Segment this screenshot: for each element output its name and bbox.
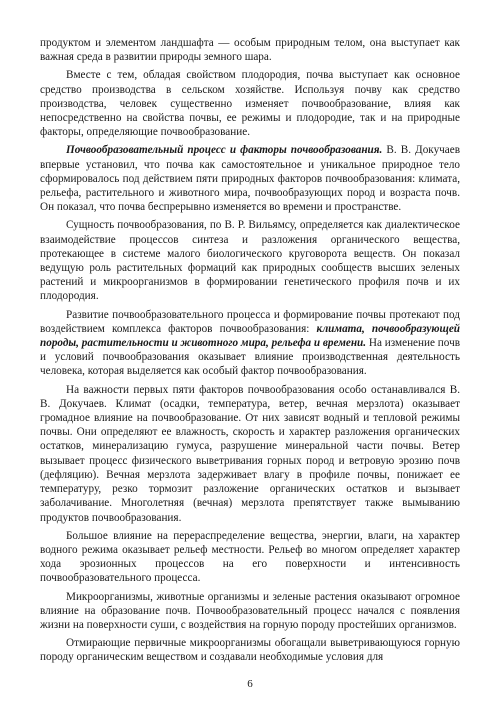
paragraph-text: продуктом и элементом ландшафта — особым природным телом, она выступает как важная среда в развитии природы земного шара.: [40, 37, 460, 64]
page-number: 6: [247, 678, 253, 690]
paragraph: [40, 383, 460, 525]
paragraph: [40, 529, 460, 586]
paragraph: [40, 143, 460, 214]
paragraph-text: На важности первых пяти факторов почвообразования особо останавливался В. В. Докучаев. Климат (осадки, температура, ветер, вечная мерзлота) оказывает громадное влияние на почвообразование. От них зависят водный и тепловой режимы почвы. Они определяют ее влажность, скорость и характер разложения органических остатков, минерализацию гумуса, разрушение минеральной части почвы. Ветер вызывает процесс физического выветривания горных пород и ветровую эрозию почв (дефляцию). Вечная мерзлота задерживает влагу в профиле почвы, понижает ее температуру, резко тормозит разложение органических остатков и вызывает заболачивание. Многолетняя (вечная) мерзлота препятствует также вымыванию продуктов почвообразования.: [40, 383, 460, 524]
paragraph-text: На изменение почв и условий почвообразования оказывает влияние производственная деятельность человека, которая выделяется как особый фактор почвообразования.: [40, 337, 460, 378]
emphasis-text: Почвообразовательный процесс и факторы почвообразования.: [66, 144, 383, 157]
paragraph: [40, 308, 460, 379]
paragraph: [40, 68, 460, 139]
paragraph-text: Сущность почвообразования, по В. Р. Вильямсу, определяется как диалектическое взаимодействие процессов синтеза и разложения органического вещества, протекающее в системе малого биологического круговорота веществ. Он показал ведущую роль растительных формаций как природных сообществ высших зеленых растений и микроорганизмов в формировании генетического профиля почв и их плодородия.: [40, 219, 460, 303]
paragraph-text: Микроорганизмы, животные организмы и зеленые растения оказывают огромное влияние на образование почв. Почвообразовательный процесс начался с появления жизни на поверхности суши, с воздействия на горную породу простейших организмов.: [40, 590, 460, 631]
paragraph-text: В. В. Докучаев впервые установил, что почва как самостоятельное и уникальное природное тело сформировалось под действием пяти природных факторов почвообразования: климата, рельефа, растительного и животного мира, почвообразующих пород и возраста почв. Он показал, что почва беспрерывно изменяется во времени и пространстве.: [40, 144, 460, 214]
paragraph: [40, 36, 460, 64]
emphasis-text: климата, почвообразующей породы, растительности и животного мира, рельефа и времени.: [40, 322, 461, 350]
paragraph: [40, 590, 460, 633]
body-text: [40, 36, 460, 665]
paragraph-text: Большое влияние на перераспределение вещества, энергии, влаги, на характер водного режима оказывает рельеф местности. Рельеф во многом определяет характер хода эрозионных процессов на его поверхности и интенсивность почвообразовательного процесса.: [40, 529, 460, 585]
paragraph: [40, 636, 460, 664]
paragraph-text: Вместе с тем, обладая свойством плодородия, почва выступает как основное средство производства в сельском хозяйстве. Используя почву как средство производства, человек существенно изменяет почвообразование, влияя как непосредственно на свойства почвы, ее режимы и плодородие, так и на природные факторы, определяющие почвообразование.: [40, 69, 460, 139]
paragraph-text: Развитие почвообразовательного процесса и формирование почвы протекают под воздействием комплекса факторов почвообразования:: [40, 308, 460, 335]
paragraph: [40, 218, 460, 303]
paragraph-text: Отмирающие первичные микроорганизмы обогащали выветривающуюся горную породу органическим веществом и создавали необходимые условия для: [40, 637, 460, 664]
